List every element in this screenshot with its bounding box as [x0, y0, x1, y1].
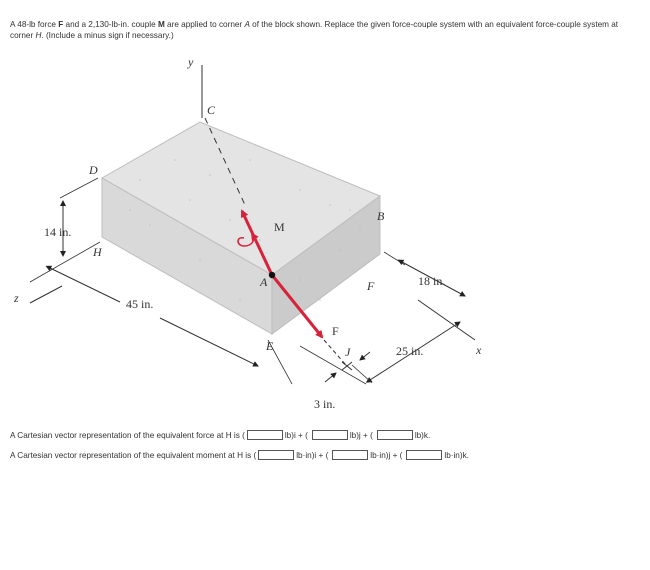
problem-text-2: and a 2,130-lb-in. couple [63, 20, 158, 29]
problem-text-4: of the block shown. Replace the given force-couple system with an equivalent force-couple system at corner [10, 20, 619, 40]
dim-3-ext-a [300, 346, 366, 384]
force-symbol: F [58, 20, 64, 29]
moment-i-input[interactable] [258, 450, 294, 460]
dim-25-ext [352, 365, 372, 383]
problem-text-5: . (Include a minus sign if necessary.) [41, 30, 174, 40]
label-e: E [266, 339, 274, 353]
point-a [269, 272, 275, 278]
moment-k-unit: lb·in)k. [444, 450, 469, 460]
dim-45-line-2 [160, 318, 258, 366]
z-axis [30, 286, 62, 303]
moment-symbol: M [157, 20, 165, 29]
moment-j-unit: lb·in)j + ( [370, 450, 403, 460]
force-answer-row [10, 430, 432, 440]
dim-45-label: 45 in. [126, 297, 154, 311]
moment-j-input[interactable] [332, 450, 368, 460]
label-f-vector: F [332, 324, 339, 338]
problem-text-3: are applied to corner [164, 20, 245, 29]
label-c: C [207, 103, 216, 117]
label-x: x [476, 343, 482, 357]
dim-45-line [50, 268, 120, 302]
corner-a-symbol: A [244, 20, 250, 29]
problem-statement [10, 20, 630, 41]
corner-h-symbol: H [35, 30, 42, 40]
dim-3-label: 3 in. [314, 397, 336, 411]
dim-3-line [325, 373, 336, 382]
dim-25-label: 25 in. [396, 344, 424, 358]
dim-3-line-2 [360, 352, 370, 360]
label-z: z [14, 291, 19, 305]
moment-k-input[interactable] [406, 450, 442, 460]
problem-text-1: A 48-lb force [10, 20, 59, 29]
x-axis [418, 300, 475, 340]
force-prefix: A Cartesian vector representation of the equivalent force at H is ( [10, 430, 245, 440]
force-i-input[interactable] [247, 430, 283, 440]
moment-prefix: A Cartesian vector representation of the equivalent moment at H is ( [10, 450, 257, 460]
dim-18-ext [384, 252, 405, 265]
label-a: A [260, 275, 268, 289]
dim-18-label: 18 in. [418, 274, 446, 288]
label-b: B [377, 209, 385, 223]
label-m: M [274, 220, 285, 234]
dim-45-ext-left [30, 242, 100, 282]
moment-answer-row [10, 450, 471, 460]
label-j: J [345, 345, 351, 359]
force-k-input[interactable] [377, 430, 413, 440]
force-j-input[interactable] [312, 430, 348, 440]
label-y: y [188, 55, 194, 69]
dim-14-ext [60, 178, 98, 198]
moment-i-unit: lb·in)i + ( [296, 450, 329, 460]
dim-14-label: 14 in. [44, 225, 72, 239]
block-figure [0, 50, 650, 425]
dashed-line-fj [324, 340, 346, 365]
label-f-point: F [367, 279, 375, 293]
force-j-unit: lb)j + ( [349, 430, 373, 440]
force-k-unit: lb)k. [414, 430, 431, 440]
label-d: D [89, 163, 98, 177]
force-i-unit: lb)i + ( [284, 430, 308, 440]
label-h: H [93, 245, 102, 259]
